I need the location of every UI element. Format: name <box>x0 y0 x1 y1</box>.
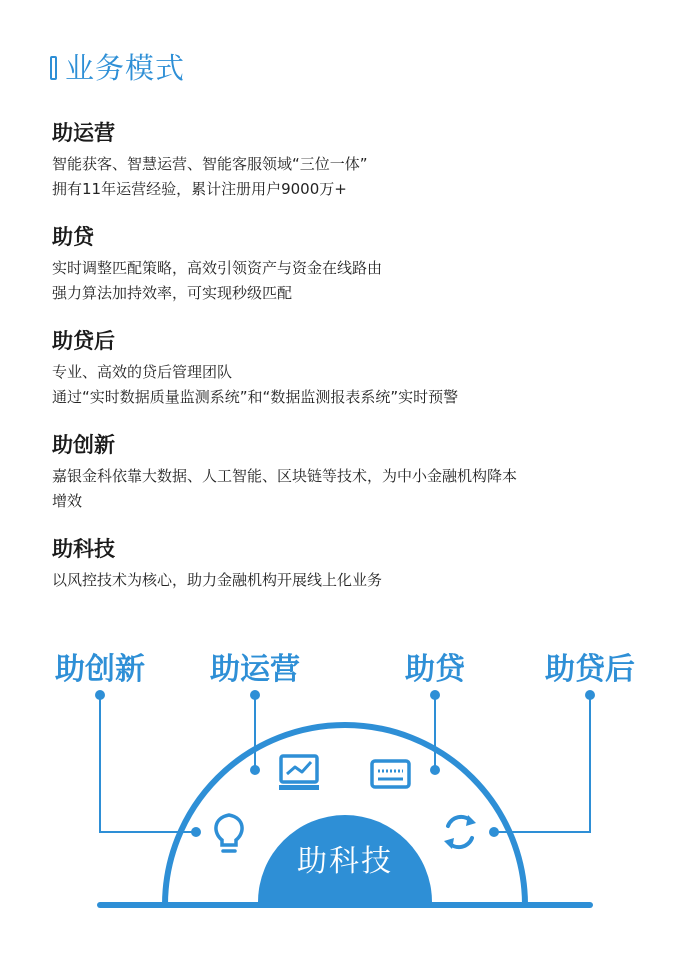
dot <box>430 765 440 775</box>
lightbulb-icon <box>216 815 242 851</box>
chart-monitor-icon <box>279 756 319 790</box>
section-title: 助科技 <box>52 537 115 561</box>
section-line: 以风控技术为核心，助力金融机构开展线上化业务 <box>52 571 383 589</box>
center-label: 助科技 <box>297 844 393 879</box>
business-model-diagram <box>0 640 690 940</box>
dot <box>95 690 105 700</box>
section-title: 助贷后 <box>52 329 115 353</box>
section-operation <box>52 118 652 202</box>
section-technology <box>52 534 652 593</box>
title-marker <box>50 56 57 80</box>
connector-post-loan <box>494 695 590 832</box>
label-innovation: 助创新 <box>55 652 145 687</box>
label-loan: 助贷 <box>405 652 465 687</box>
connector-dots <box>95 690 595 837</box>
dot <box>191 827 201 837</box>
section-loan <box>52 222 652 306</box>
section-title: 助运营 <box>52 121 115 145</box>
page-header <box>50 48 185 88</box>
business-sections <box>52 118 652 613</box>
page-title: 业务模式 <box>65 51 186 85</box>
dot <box>430 690 440 700</box>
section-line: 通过“实时数据质量监测系统”和“数据监测报表系统”实时预警 <box>52 388 459 406</box>
section-title: 助贷 <box>52 225 94 249</box>
section-title: 助创新 <box>52 433 115 457</box>
dot <box>250 690 260 700</box>
connector-innovation <box>100 695 196 832</box>
refresh-icon <box>444 815 476 849</box>
section-line: 嘉银金科依靠大数据、人工智能、区块链等技术，为中小金融机构降本 <box>52 467 518 485</box>
section-line: 智能获客、智慧运营、智能客服领域“三位一体” <box>52 155 368 173</box>
section-line: 实时调整匹配策略，高效引领资产与资金在线路由 <box>52 259 383 277</box>
section-line: 增效 <box>52 492 83 510</box>
diagram-svg <box>0 640 690 940</box>
keyboard-icon <box>372 761 409 787</box>
section-line: 强力算法加持效率，可实现秒级匹配 <box>52 284 293 302</box>
section-line: 拥有11年运营经验，累计注册用户9000万+ <box>52 180 347 198</box>
label-operation: 助运营 <box>210 652 300 687</box>
section-line: 专业、高效的贷后管理团队 <box>52 363 233 381</box>
dot <box>489 827 499 837</box>
label-post-loan: 助贷后 <box>545 652 635 687</box>
section-innovation <box>52 430 652 514</box>
dot <box>250 765 260 775</box>
connectors <box>100 695 590 832</box>
dot <box>585 690 595 700</box>
section-post-loan <box>52 326 652 410</box>
